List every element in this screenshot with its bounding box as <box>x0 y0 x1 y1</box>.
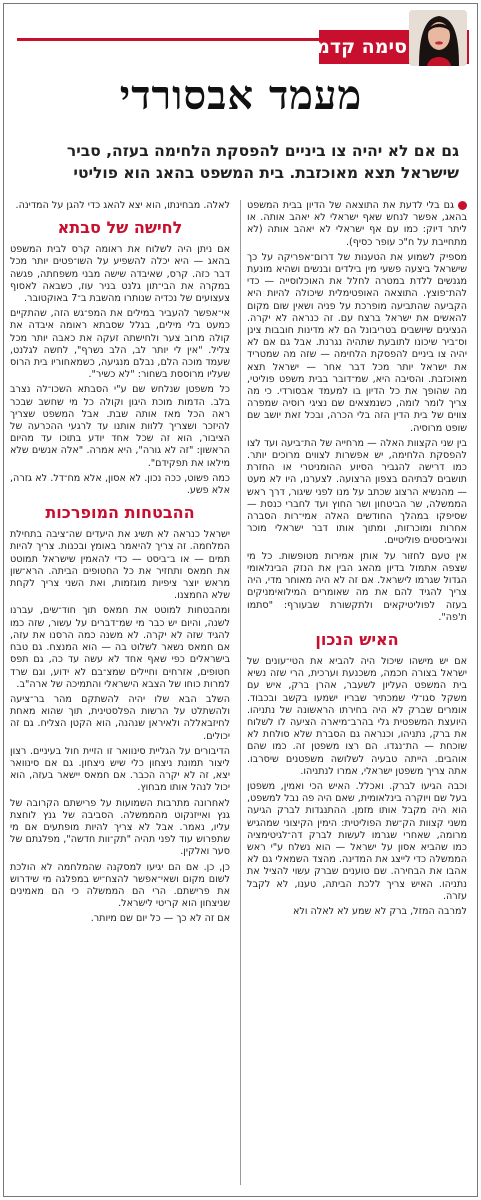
author-portrait-image <box>409 10 467 66</box>
author-portrait <box>409 10 467 66</box>
paragraph: השלב הבא שלו יהיה להשתקם מהר בר־ציעה ולהשתלט על הרשות הפלסטינית, תוך שהוא מאחת לחיזבאללה ולאיראן שנהנה, הוא הקטן הצליח. גם זה יכולים. <box>10 693 230 742</box>
paragraph: ומהבטחות למוטט את חמאס תוך חוד־שים, עברנו לשנה, והיום יש כבר מי שמ־דברים על עשור, שזה כמו להגיד שזה לא יקרה. לא משנה כמה הרסנו את עזה, אם חמאס נשאר לשלוט בה — הוא המנצח. גם טבח בישראלים כפי שאף אחד לא עשה עד כה, גם תפס חטופים, אזרחים וחיילים שמצ־בם לא ידוע, וגם שרד למרות כוחו של הצבא הישראלי והתמיכה של ארה"ב. <box>10 605 230 690</box>
section-heading: האיש הנכון <box>315 629 399 649</box>
subheadline-line-1: גם אם לא יהיה צו ביניים להפסקת הלחימה בעזה, סביר <box>66 142 459 160</box>
paragraph: כל משפטן שנלחש שם ע"י הסבתא השכו־לה נצרב בלב. הדמות מוכת היגון וקולה כל מי שחשב שבכר ראה הכל מאז אותה שבת. אבל המשפט שצריך להיזכר ושצריך ללוות אותנו עד לרגעי ההכרעה של הציבור, הוא זה שכל אחד יודע בתוכו עד מהיום הראשון: "זה לא גורה", היא אמרה. "אלה אנשים שלא מילאו את תפקידם". <box>10 384 230 469</box>
headline: מעמד אבסורדי <box>119 72 363 119</box>
paragraph: לאלה. מבחינתו, הוא יצא להאג כדי להגן על המדינה. <box>15 200 230 211</box>
paragraph-text: גם בלי לדעת את התוצאה של הדיון בבית המשפט בהאג, אפשר לנחש שאף ישראלי לא יאהב אותה. או ליתר דיוק: כמו עם אף ישראלי לא יאהב אותה (לא מתחייבת על ח"כ עופר כסיף). <box>247 200 467 248</box>
paragraph: ישראל כנראה לא תשיג את היעדים שה־ציבה בתחילת המלחמה. זה צריך להיאמר באומץ ובכנות. צריך להיות תמים — או ב־ביסט — כדי להאמין שישראל תמוטט את חמאס ותחזיר את כל החטופים הביתה. הרא־שון מראש יוצר ציפיות מוגזמות, ואת השני צריך לקחת שלא החמצנו. <box>10 529 230 602</box>
paragraph <box>247 200 467 249</box>
paragraph: למרבה המזל, ברק לא שמע לא לאלה ולא <box>292 905 467 917</box>
paragraph: כמה פשוט, ככה נכון. לא אסון, אלא מח־דל. לא גזרה, אלא פשע. <box>10 472 230 497</box>
paragraph: אי־אפשר להעביר במילים את המפ־גש הזה, שהתקיים כמעט בלי מילים, בגלל שסבתא ראומה איבדה את קולה מרוב צער ולחישתה זעקה את כאבה יותר מכל צליל. "אין לי יותר לב, הלב נשרף", לחשה לגלנט, שעמד מוכה הלם, נבלם מנגיעה, כשמאחוריו בית הרוס שעליו מרוססת בשחור: "לא כשיר". <box>10 308 230 381</box>
paragraph: כן, כן. אם הם יגיעו למסקנה שהמלחמה לא הולכת לשום מקום ושאי־אפשר להצח־יש במפלגה מי שידרוש את פרישתם. הרי הם הממשלה כי הם מאמינים שניצחון הוא קריטי לישראל. <box>10 861 230 910</box>
paragraph: אם זה לא כך — כל יום שם מיותר. <box>90 913 230 925</box>
paragraph: מספיק לשמוע את הטענות של דרום־אפריקה על כך שישראל ביצעה פשעי מין בילדים ובנשים ושהיא מונעת מגנשים ללדת במטרה לחלל את האוכלוסייה — כדי להת־פוצץ. התוצאה האופטימלית שיכולה להיות היא הקביעה שהתביעה מופרכת על פניה ושאין שום מקום להאשים את ישראל ברצח עם. זה כנראה לא יקרה. הנציגים שיושבים בטריבונל הם לא מדינות חובבות צינן וס־ביר שיכונו לתובעת שתהיה נגרנת. אבל גם אם לא יהיה צו ביניים להפסקת הלחימה — שזה מה שמטריד את ישראל יותר מכל דבר אחר — ישראל תצא מאוכזבת. והסיבה היא, שמ־דובר בבית משפט פוליטי, מה שהופך את כל הדיון בו למעמד אבסורדי. כי מה צריך לומר לומה, כשנמצאים שם נציגי רוסיה שמפרה צווים של בית הדין הזה בלי הכרה, ובכל זאת יושב שם שופט מרוסיה. <box>247 251 467 434</box>
byline <box>17 10 469 56</box>
paragraph: בין שני הקצוות האלה — מרחייה של הת־ביעה ועד לצו להפסקת הלחימה, יש אפשרות לצווים מרוכים יותר. כמו דרישה להגביר הסיוע ההומניטרי או החזרת תושבים לבתיהם בצפון הרצועה. לצערנו, היו לא מעט — מהנשיא הרצוג שכתב על מנו לפני שיגור, דרך ראש הממשלה, שר הביטחון ושר החוץ ועד לחברי כנסת — שסיפקו במהלך החודשים האלה אמי־רות הסברה אחרות ומוכרזות, ומתוך אותו דבר ישראלי מוכר ונאיביסטים פוליטיים. <box>247 437 467 547</box>
subheadline <box>19 140 459 184</box>
paragraph: לאחרונה מתרבות השמועות על פרישתם הקרובה של גנץ ואייזנקוט מהממשלה. הסביבה של גנץ לוחצת עליו, נאמר. אבל לא צריך להיות מופתעים אם מי שתפרוש עוד לפני תהיה "תק־וות חדשה", מפלגתם של סער ואלקין. <box>10 797 230 858</box>
paragraph: אם ניתן היה לשלוח את ראומה קרס לבית המשפט בהאג — היא יכלה להשפיע על השו־פטים יותר מכל דבר כזה. קרס, שאיבדה שישה מבני משפחתה, פגשה במקרה את הבי־תון גלנט בניר עוז, כשבאה לאסוף צעצועים של נכדיה שנותרו מהשבת ב־7 באוקטובר. <box>10 244 230 305</box>
section-heading: לחישה של סבתא <box>57 218 183 238</box>
subheadline-line-2: שישראל תצא מאוכזבת. בית המשפט בהאג הוא פוליטי <box>73 164 459 182</box>
section-heading: ההבטחות המופרכות <box>45 503 195 523</box>
paragraph: הדיבורים על הגליית סינוואר זו הזיית חול בעיניים. רצון ליצור תמונת ניצחון כלי שיש ניצחון. גם אם סינוואר יצא, זה לא יקרה הכבר. אם חמאס יישאר בעזה, הוא יכול לנהל אותו מבחוץ. <box>10 745 230 794</box>
article-column-right <box>247 200 467 921</box>
paragraph: אין טעם לחזור על אותן אמירות מטופשות. כל מי שצפה אתמול בדיון מהאג הבין את הנזק הבינלאומי הגדול שגרמו לישראל. אם זה לא היה מאוחר מדי, היה צריך להגיד להם את מה שאומרים המילואימניקים בעזה לפוליטיקאים ולתקשורת שבעורף: "סתמו ת'פה". <box>247 550 467 623</box>
column-divider <box>240 200 241 1185</box>
bullet-dot-icon <box>458 201 467 210</box>
byline-author: סימה קדמון <box>303 36 407 58</box>
paragraph: אם יש מישהו שיכול היה להביא את הטי־עונים של ישראל בצורה חכמה, משכנעת וערכית, הרי שזה נשיא בית המשפט העליון לשעבר, אהרן ברק, איש עם משקל סגו־לי שמכתיר שבריו ישמעו בקשב ובכבוד. אומרים שברק לא היה בחירתו הראשונה של נתניהו. היועצת המשפטית גלי בהרב־מיארה הציעה לו לשלוח את ברק, נתניהו, וכנראה גם הסברת שלא סולחת לא שוכחת — הת־נגדו. הם רצו משפטן זה. כמו שהם אוהבים. הייתה טבעיה לשלושה משפטנים שיסרבו. אתה צריך משפטן ישראלי, אמרו לנתניהו. <box>247 655 467 777</box>
paragraph: וכבה הגיעו לברק. ואכלל. האיש הכי ואמין, משפטן בעל שם ויוקרה בינלאומית, שאם היה פה נבל למשפט, הוא היה מקבל אותו מזמן. ההתנגדות לברק הגיעה משני קצוות הק־שת הפוליטית: הימין הקיצוני שמהגיש מרומה, שאחרי שגרמו לעשות לברק דה־לגיטימציה כמו שהביא אסון על ישראל — הוא נשלח ע"י ראש הממשלה כדי לייצג את המדינה. מהצד השמאלי גם לא אהבו את הבחירה. שם טוענים שברק עשוי להציל את נתניהו. האיש צריך ללכת הביתה, טענו, לא לקבל עזרה. <box>247 780 467 902</box>
article-column-left <box>10 200 230 929</box>
